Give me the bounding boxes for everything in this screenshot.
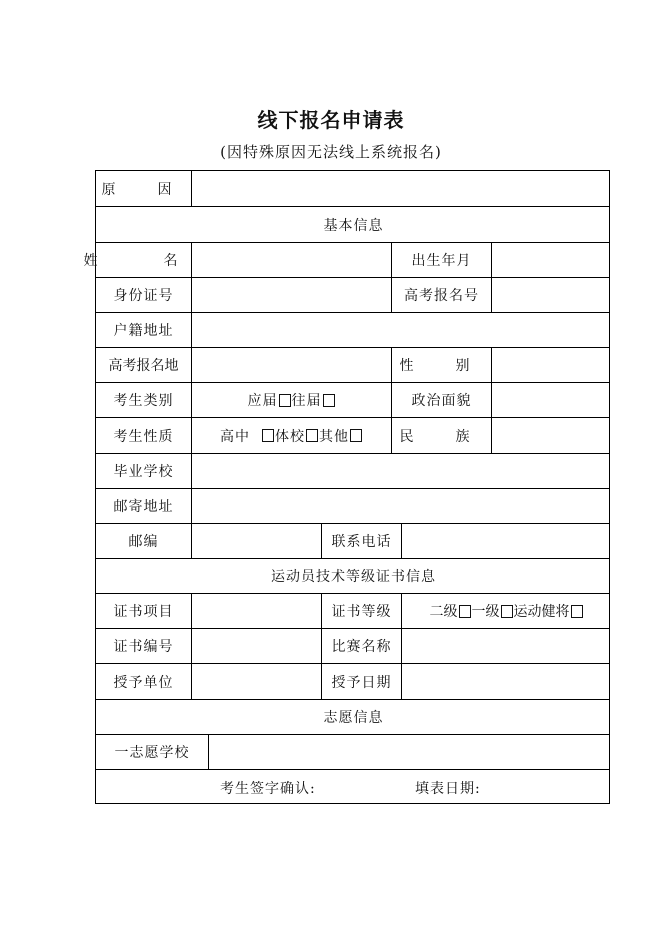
checkbox-fresh[interactable]: [279, 394, 291, 407]
row-student-nature: [96, 417, 609, 453]
row-household: [96, 312, 609, 347]
label-student-nature: 考生性质: [113, 428, 174, 445]
row-student-type: [96, 382, 609, 417]
label-fill-date: 填表日期:: [415, 780, 481, 797]
label-gender: 性 别: [391, 348, 491, 382]
field-first-wish[interactable]: [208, 735, 611, 769]
field-student-nature: [191, 418, 391, 453]
label-signature: 考生签字确认:: [220, 780, 316, 797]
label-id-card: 身份证号: [113, 288, 174, 304]
label-competition: 比赛名称: [321, 629, 401, 663]
option-fresh: 应届: [247, 393, 278, 409]
label-mail-address: 邮寄地址: [113, 499, 174, 515]
label-first-wish: 一志愿学校: [114, 745, 190, 761]
label-ethnicity: 民 族: [391, 418, 491, 453]
label-reason: 原 因: [101, 181, 186, 198]
label-issuer: 授予单位: [113, 674, 174, 691]
checkbox-level-master[interactable]: [571, 605, 583, 618]
label-cert-item: 证书项目: [113, 604, 174, 620]
checkbox-other[interactable]: [350, 429, 362, 442]
row-postcode: [96, 523, 609, 558]
checkbox-level-2[interactable]: [459, 605, 471, 618]
row-cert-no: [96, 628, 609, 663]
label-exam-no: 高考报名号: [391, 278, 491, 312]
checkbox-high[interactable]: [262, 429, 274, 442]
checkbox-sports[interactable]: [306, 429, 318, 442]
field-gender[interactable]: [491, 348, 611, 382]
field-mail-address[interactable]: [191, 489, 611, 523]
page-title: 线下报名申请表: [257, 108, 405, 132]
row-mail-address: [96, 488, 609, 523]
option-sports: 体校: [274, 428, 305, 445]
label-household: 户籍地址: [113, 323, 174, 339]
section-basic-info: 基本信息: [323, 217, 384, 234]
option-level-master: 运动健将: [513, 604, 570, 620]
field-postcode[interactable]: [191, 524, 321, 558]
label-grad-school: 毕业学校: [113, 464, 174, 480]
label-phone: 联系电话: [321, 524, 401, 558]
label-political: 政治面貌: [391, 383, 491, 417]
field-student-type: [191, 383, 391, 417]
field-issuer[interactable]: [191, 664, 321, 699]
row-signature: [96, 769, 609, 805]
field-name[interactable]: [191, 243, 391, 277]
section-athlete-info: 运动员技术等级证书信息: [271, 569, 436, 585]
field-birth[interactable]: [491, 243, 611, 277]
page-subtitle: (因特殊原因无法线上系统报名): [220, 143, 442, 161]
row-cert-item: [96, 593, 609, 628]
label-name: 姓 名: [83, 253, 204, 269]
row-grad-school: [96, 453, 609, 488]
field-id-card[interactable]: [191, 278, 391, 312]
label-birth: 出生年月: [391, 243, 491, 277]
field-grad-school[interactable]: [191, 454, 611, 488]
option-level-1: 一级: [471, 604, 500, 620]
row-id-card: [96, 277, 609, 312]
option-high: 高中: [220, 428, 251, 445]
label-student-type: 考生类别: [113, 393, 174, 409]
field-phone[interactable]: [401, 524, 611, 558]
row-basic-info: [96, 206, 609, 242]
field-issue-date[interactable]: [401, 664, 611, 699]
field-exam-no[interactable]: [491, 278, 611, 312]
checkbox-past[interactable]: [323, 394, 335, 407]
row-athlete-info: [96, 558, 609, 593]
label-cert-no: 证书编号: [113, 639, 174, 655]
label-issue-date: 授予日期: [321, 664, 401, 699]
row-reason: [96, 171, 609, 206]
row-exam-place: [96, 347, 609, 382]
row-name: [83, 242, 609, 277]
field-exam-place[interactable]: [191, 348, 391, 382]
option-other: 其他: [318, 428, 349, 445]
field-competition[interactable]: [401, 629, 611, 663]
label-cert-level: 证书等级: [321, 594, 401, 628]
application-form: [83, 170, 610, 804]
option-level-2: 二级: [429, 604, 458, 620]
checkbox-level-1[interactable]: [501, 605, 513, 618]
row-issuer: [96, 663, 609, 699]
label-postcode: 邮编: [128, 534, 159, 550]
section-wish-info: 志愿信息: [323, 710, 384, 726]
field-reason[interactable]: [191, 171, 611, 206]
field-political[interactable]: [491, 383, 611, 417]
field-cert-no[interactable]: [191, 629, 321, 663]
row-wish-info: [96, 699, 609, 734]
label-exam-place: 高考报名地: [108, 358, 179, 374]
field-ethnicity[interactable]: [491, 418, 611, 453]
field-household[interactable]: [191, 313, 611, 347]
option-past: 往届: [291, 393, 322, 409]
field-cert-level: [401, 594, 611, 628]
row-first-wish: [96, 734, 609, 769]
field-cert-item[interactable]: [191, 594, 321, 628]
